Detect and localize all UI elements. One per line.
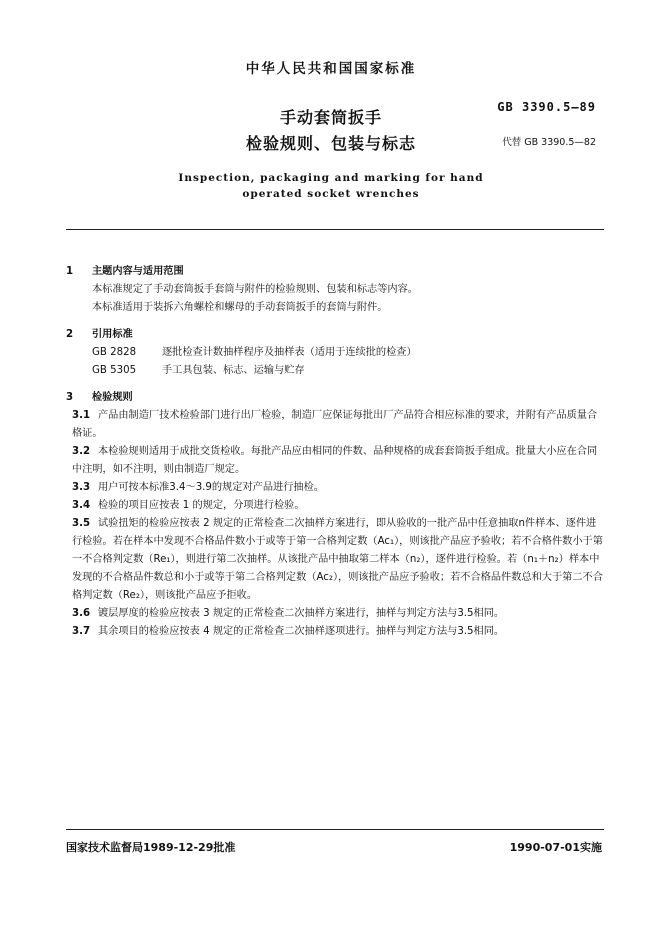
effective-date: 1990-07-01实施 xyxy=(509,841,602,854)
clause xyxy=(66,443,606,479)
section-number: 1 xyxy=(66,266,74,277)
clause xyxy=(66,407,606,443)
clause xyxy=(66,515,606,605)
clause-number: 3.3 xyxy=(72,482,91,493)
reference-code: GB 5305 xyxy=(92,365,137,376)
title-line-2: 检验规则、包装与标志 xyxy=(245,134,416,153)
top-divider xyxy=(66,229,604,230)
approval-date: 国家技术监督局1989-12-29批准 xyxy=(66,841,236,854)
section-number: 2 xyxy=(66,329,74,340)
reference-title: 手工具包装、标志、运输与贮存 xyxy=(162,365,305,376)
reference-title: 逐批检查计数抽样程序及抽样表（适用于连续批的检查） xyxy=(162,347,417,358)
clause-number: 3.4 xyxy=(72,500,91,511)
clause-number: 3.2 xyxy=(72,446,91,457)
clause-text: 其余项目的检验应按表 4 规定的正常检查二次抽样逐项进行。抽样与判定方法与3.5相同。 xyxy=(98,626,505,637)
reference-item xyxy=(66,344,606,362)
reference-code: GB 2828 xyxy=(92,347,137,358)
clause-text: 本检验规则适用于成批交货检收。每批产品应由相同的件数、品种规格的成套套筒扳手组成。批量大小应在合同中注明，如不注明，则由制造厂规定。 xyxy=(72,446,598,475)
clause-text: 镀层厚度的检验应按表 3 规定的正常检查二次抽样方案进行，抽样与判定方法与3.5相同。 xyxy=(98,608,505,619)
clause xyxy=(66,605,606,623)
footer-divider xyxy=(66,829,604,830)
section-title: 引用标准 xyxy=(92,329,133,340)
standard-code: GB 3390.5—89 xyxy=(497,100,596,114)
clause-number: 3.1 xyxy=(72,410,91,421)
title-line-1: 手动套筒扳手 xyxy=(279,108,382,127)
section-title: 主题内容与适用范围 xyxy=(92,266,184,277)
national-standard-header: 中华人民共和国国家标准 xyxy=(245,61,417,77)
clause-text: 试验扭矩的检验应按表 2 规定的正常检查二次抽样方案进行，即从验收的一批产品中任意抽取n件样本、逐件进行检验。若在样本中发现不合格品件数小于或等于第一合格判定数（Ac₁），则该批产品应予验收；若不合格件数小于第一不合格判定数（Re₁），则进行第二次抽样。从该批产品中抽取第二样本（n₂），逐件进行检验。若（n₁＋n₂）样本中发现的不合格品件数总和小于或等于第二合格判定数（Ac₂），则该批产品应予验收；若不合格品件数总和大于第二不合格判定数（Re₂），则该批产品应予拒收。 xyxy=(72,518,603,601)
section-title: 检验规则 xyxy=(92,392,133,403)
clause xyxy=(66,623,606,641)
clause-number: 3.5 xyxy=(72,518,91,529)
english-title-line-2: operated socket wrenches xyxy=(242,188,420,200)
clause-number: 3.6 xyxy=(72,608,91,619)
section-2-heading xyxy=(66,326,606,344)
section-3-heading xyxy=(66,389,606,407)
clause-number: 3.7 xyxy=(72,626,91,637)
section-number: 3 xyxy=(66,392,74,403)
document-body xyxy=(66,258,606,641)
replaces-note: 代替 GB 3390.5—82 xyxy=(502,137,596,148)
clause xyxy=(66,479,606,497)
clause-text: 产品由制造厂技术检验部门进行出厂检验，制造厂应保证每批出厂产品符合相应标准的要求，并附有产品质量合格证。 xyxy=(72,410,598,439)
clause-text: 检验的项目应按表 1 的规定，分项进行检验。 xyxy=(98,500,305,511)
section-1-paragraph: 本标准规定了手动套筒扳手套筒与附件的检验规则、包装和标志等内容。 xyxy=(92,284,418,295)
clause xyxy=(66,497,606,515)
section-1-paragraph: 本标准适用于装拆六角螺栓和螺母的手动套筒扳手的套筒与附件。 xyxy=(92,302,388,313)
english-title-line-1: Inspection, packaging and marking for hand xyxy=(178,172,484,184)
reference-item xyxy=(66,362,606,380)
section-1-heading xyxy=(66,263,606,281)
clause-text: 用户可按本标准3.4～3.9的规定对产品进行抽检。 xyxy=(98,482,324,493)
